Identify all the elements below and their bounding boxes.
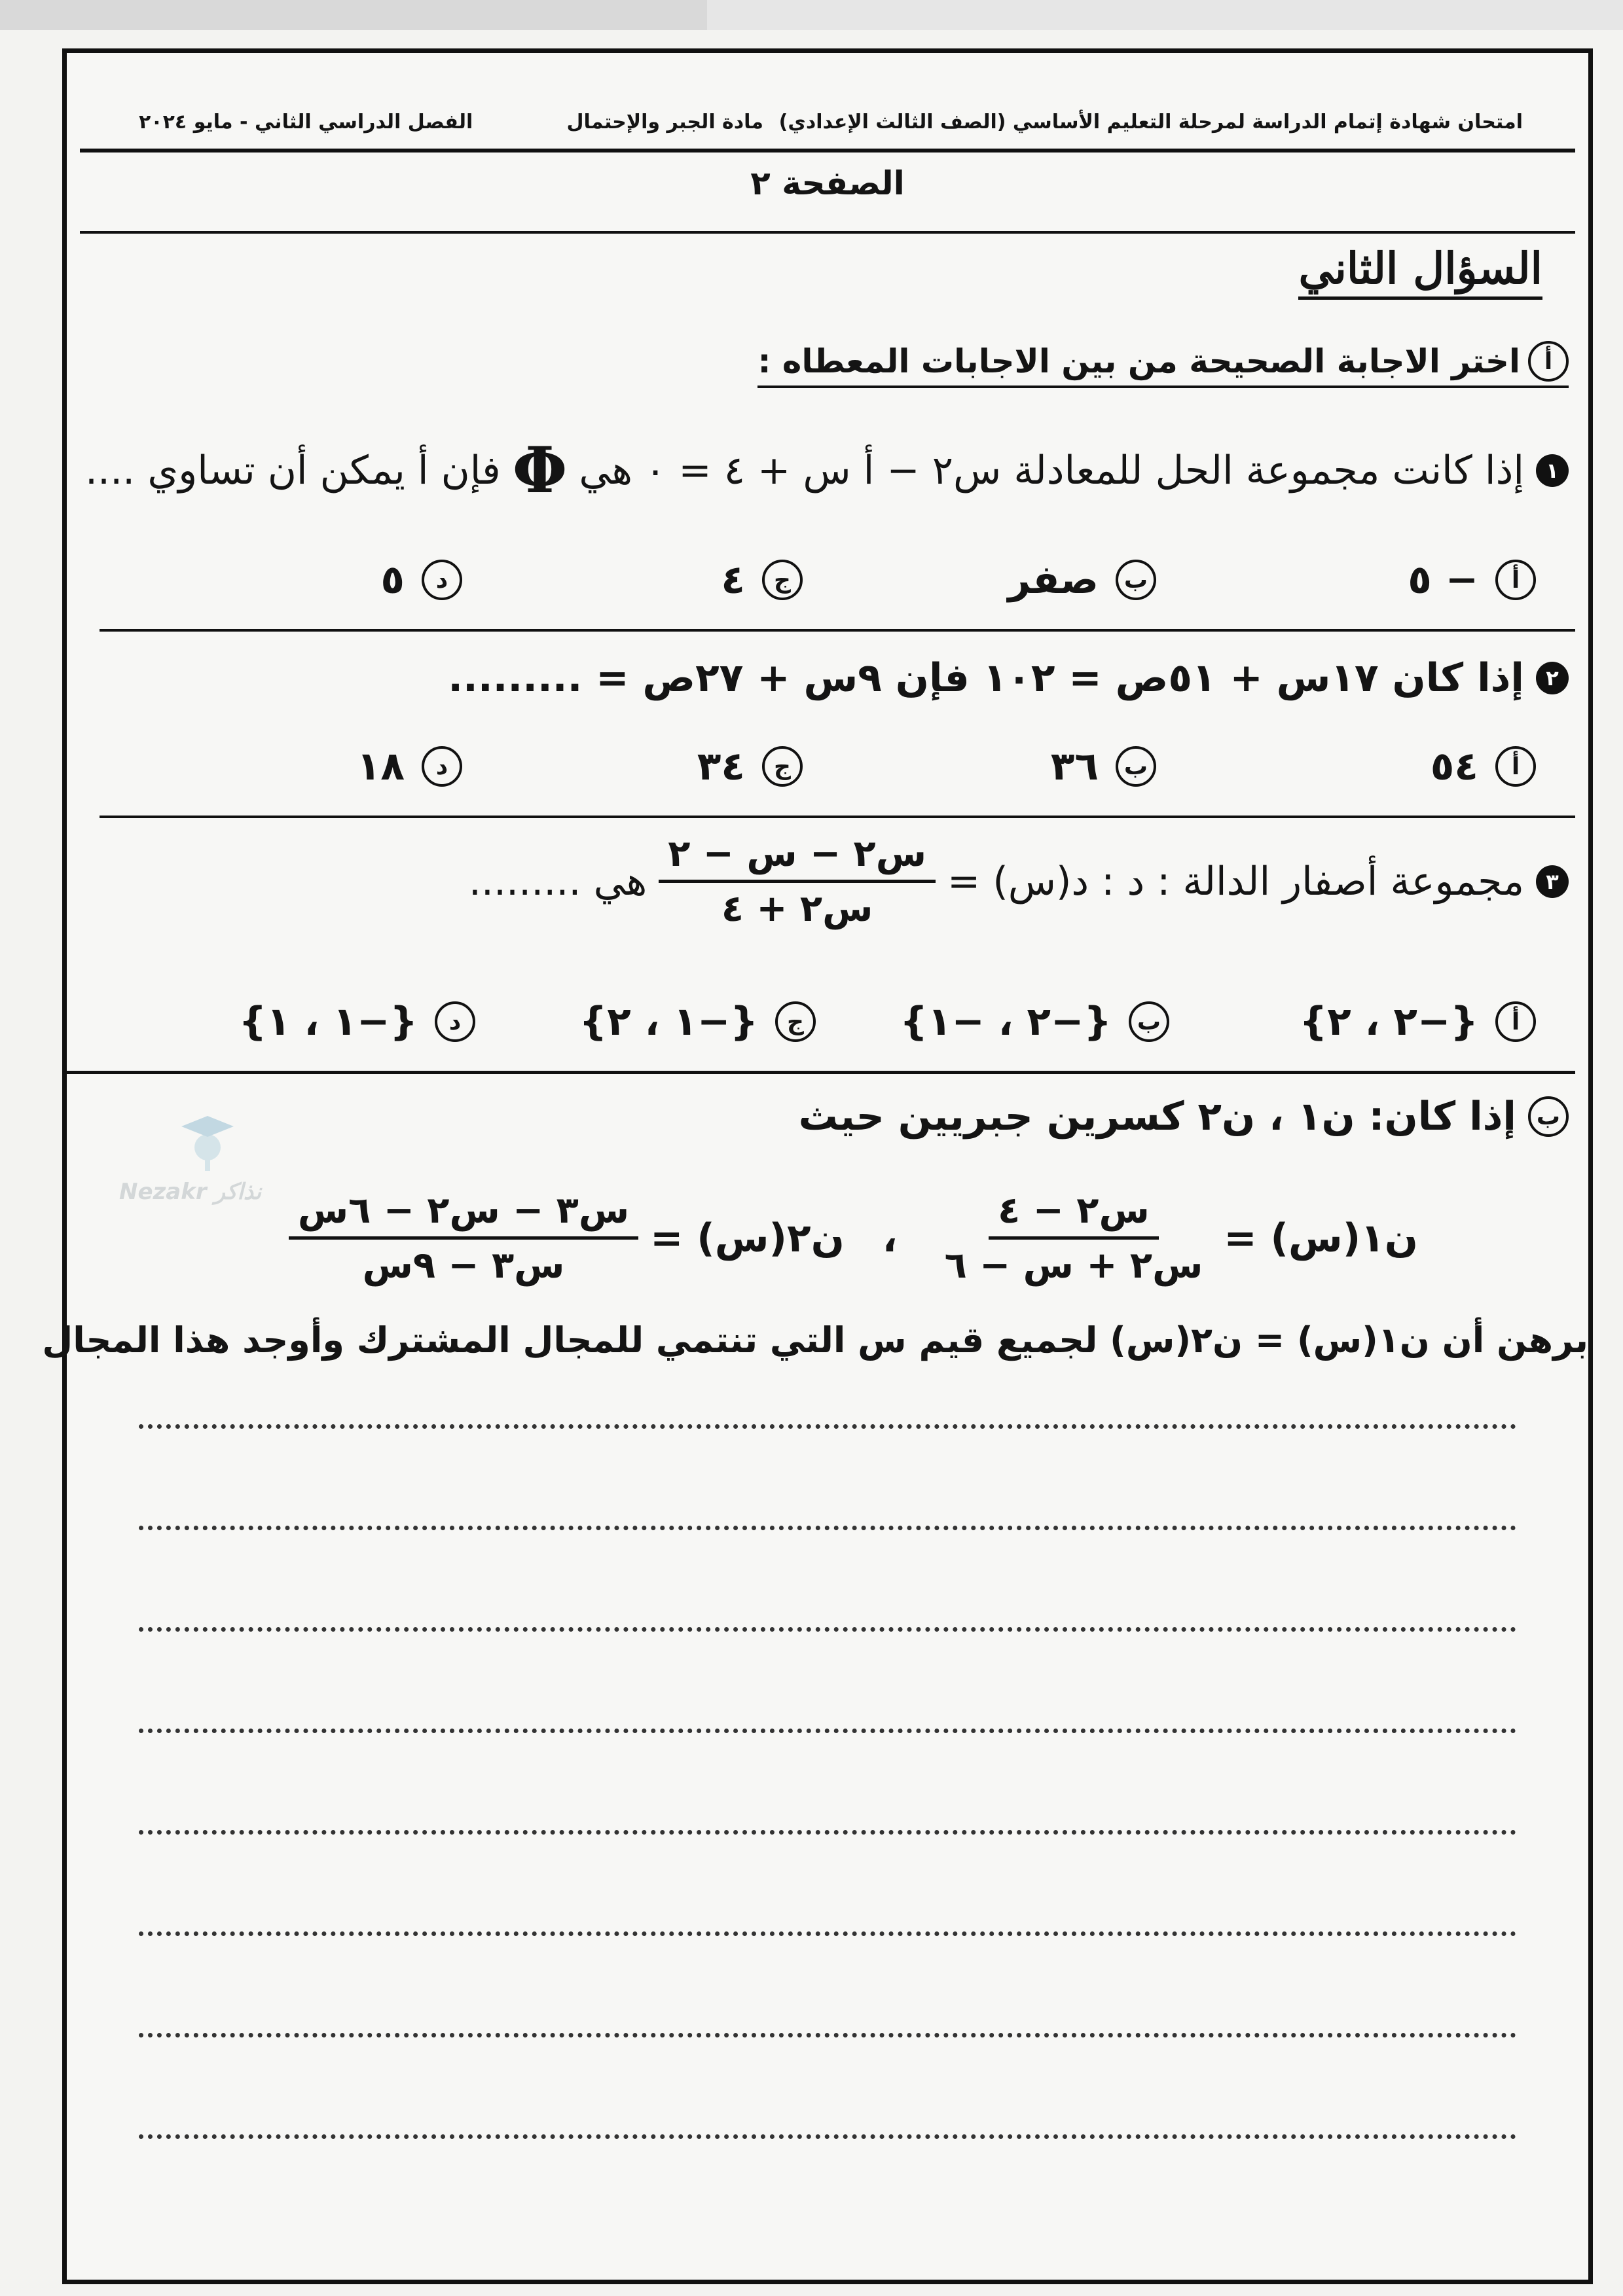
option-letter: د — [422, 560, 462, 600]
q1-option-b[interactable] — [1008, 557, 1157, 603]
q3-denominator: س٢ + ٤ — [721, 888, 873, 931]
option-letter: أ — [1495, 1001, 1536, 1042]
option-letter: ب — [1129, 1001, 1169, 1042]
option-letter: ج — [775, 1001, 816, 1042]
page-title-divider — [80, 231, 1575, 234]
q2-number: ٢ — [1536, 662, 1569, 694]
option-value: {−١ ، ١} — [238, 999, 418, 1045]
question-title: السؤال الثاني — [1298, 243, 1542, 300]
option-letter: د — [435, 1001, 475, 1042]
n2-fraction — [289, 1189, 638, 1287]
exam-header-title: امتحان شهادة إتمام الدراسة لمرحلة التعليم الأساسي (الصف الثالث الإعدادي) — [778, 111, 1523, 134]
q3-option-c[interactable] — [579, 999, 816, 1045]
n2-numerator: س٣ − س٢ − ٦س — [289, 1189, 638, 1240]
q3-text — [469, 832, 1569, 931]
watermark-logo — [119, 1113, 289, 1238]
q2-option-a[interactable] — [1431, 744, 1536, 789]
q1-number: ١ — [1536, 454, 1569, 487]
option-value: ١٨ — [356, 744, 405, 789]
option-value: ٣٤ — [697, 744, 745, 789]
answer-line[interactable] — [139, 2134, 1516, 2139]
q1-option-a[interactable] — [1408, 557, 1536, 603]
graduation-cap-icon — [181, 1113, 234, 1172]
q2-option-b[interactable] — [1051, 744, 1156, 789]
answer-line[interactable] — [139, 1424, 1516, 1429]
option-letter: ج — [762, 560, 803, 600]
option-value: صفر — [1008, 557, 1099, 603]
exam-sheet — [42, 48, 1593, 2284]
q2-text-body: إذا كان ١٧س + ٥١ص = ١٠٢ فإن ٩س + ٢٧ص = ......... — [448, 655, 1524, 701]
answer-line[interactable] — [139, 1830, 1516, 1835]
q1-text — [84, 433, 1569, 507]
option-letter: ج — [762, 746, 803, 787]
answer-line[interactable] — [139, 2033, 1516, 2037]
answer-line[interactable] — [139, 1931, 1516, 1936]
q3-option-b[interactable] — [900, 999, 1169, 1045]
part-b-equations — [289, 1189, 1418, 1287]
n1-fraction — [936, 1189, 1213, 1287]
q3-number: ٣ — [1536, 865, 1569, 898]
exam-header-term: الفصل الدراسي الثاني - مايو ٢٠٢٤ — [139, 111, 473, 134]
option-value: ٣٦ — [1050, 744, 1099, 789]
part-a-instruction-text: اختر الاجابة الصحيحة من بين الاجابات المعطاه : — [757, 342, 1520, 380]
option-letter: أ — [1495, 560, 1536, 600]
q3-option-a[interactable] — [1299, 999, 1536, 1045]
answer-line[interactable] — [139, 1729, 1516, 1733]
q1-empty-set-symbol: Φ — [512, 433, 568, 507]
watermark-text: Nezakr نذاكر — [119, 1179, 262, 1205]
option-letter: ب — [1116, 746, 1156, 787]
n1-numerator: س٢ − ٤ — [989, 1189, 1159, 1240]
option-letter: أ — [1495, 746, 1536, 787]
q1-text-after: فإن أ يمكن أن تساوي .... — [84, 448, 501, 493]
q1-divider — [100, 629, 1575, 632]
part-b-intro — [799, 1094, 1569, 1139]
part-b-intro-text: إذا كان: ن١ ، ن٢ كسرين جبريين حيث — [798, 1094, 1516, 1139]
prove-statement: برهن أن ن١(س) = ن٢(س) لجميع قيم س التي تنتمي للمجال المشترك وأوجد هذا المجال — [42, 1319, 1588, 1361]
option-value: {−٢ ، ٢} — [1299, 999, 1478, 1045]
option-value: {−١ ، ٢} — [579, 999, 758, 1045]
q2-option-d[interactable] — [357, 744, 462, 789]
option-letter: ب — [1116, 560, 1156, 600]
answer-line[interactable] — [139, 1526, 1516, 1530]
page-title: الصفحة ٢ — [750, 164, 905, 202]
q3-divider — [67, 1071, 1575, 1074]
exam-header-subject: مادة الجبر والإحتمال — [566, 111, 763, 134]
q3-option-d[interactable] — [238, 999, 475, 1045]
option-value: {−٢ ، −١} — [900, 999, 1112, 1045]
q3-text-body: مجموعة أصفار الدالة : د : د(س) = — [947, 858, 1524, 905]
part-a-letter: أ — [1528, 341, 1569, 382]
option-letter: د — [422, 746, 462, 787]
n2-denominator: س٣ − ٩س — [362, 1244, 565, 1287]
option-value: − ٥ — [1408, 557, 1478, 603]
q2-text — [448, 655, 1569, 701]
q2-divider — [100, 816, 1575, 818]
part-b-letter: ب — [1528, 1096, 1569, 1137]
n2-label: ن٢(س) = — [650, 1215, 845, 1261]
n1-denominator: س٢ + س − ٦ — [944, 1244, 1203, 1287]
answer-line[interactable] — [139, 1627, 1516, 1632]
n1-label: ن١(س) = — [1224, 1215, 1418, 1261]
q1-option-c[interactable] — [721, 557, 803, 603]
option-value: ٥٤ — [1430, 744, 1478, 789]
part-a-instruction — [757, 341, 1569, 388]
q2-option-c[interactable] — [697, 744, 803, 789]
top-strip-segment — [707, 0, 1623, 30]
q3-fraction — [659, 832, 936, 931]
q3-tail: هي ......... — [468, 858, 647, 905]
header-divider — [80, 149, 1575, 152]
q1-option-d[interactable] — [380, 557, 462, 603]
top-strip — [0, 0, 1623, 30]
q3-numerator: س٢ − س − ٢ — [659, 832, 936, 883]
equations-comma: ، — [882, 1215, 898, 1261]
option-value: ٤ — [721, 557, 745, 603]
q1-text-before: إذا كانت مجموعة الحل للمعادلة س٢ − أ س + ٤ = ٠ هي — [579, 448, 1524, 493]
option-value: ٥ — [380, 557, 405, 603]
